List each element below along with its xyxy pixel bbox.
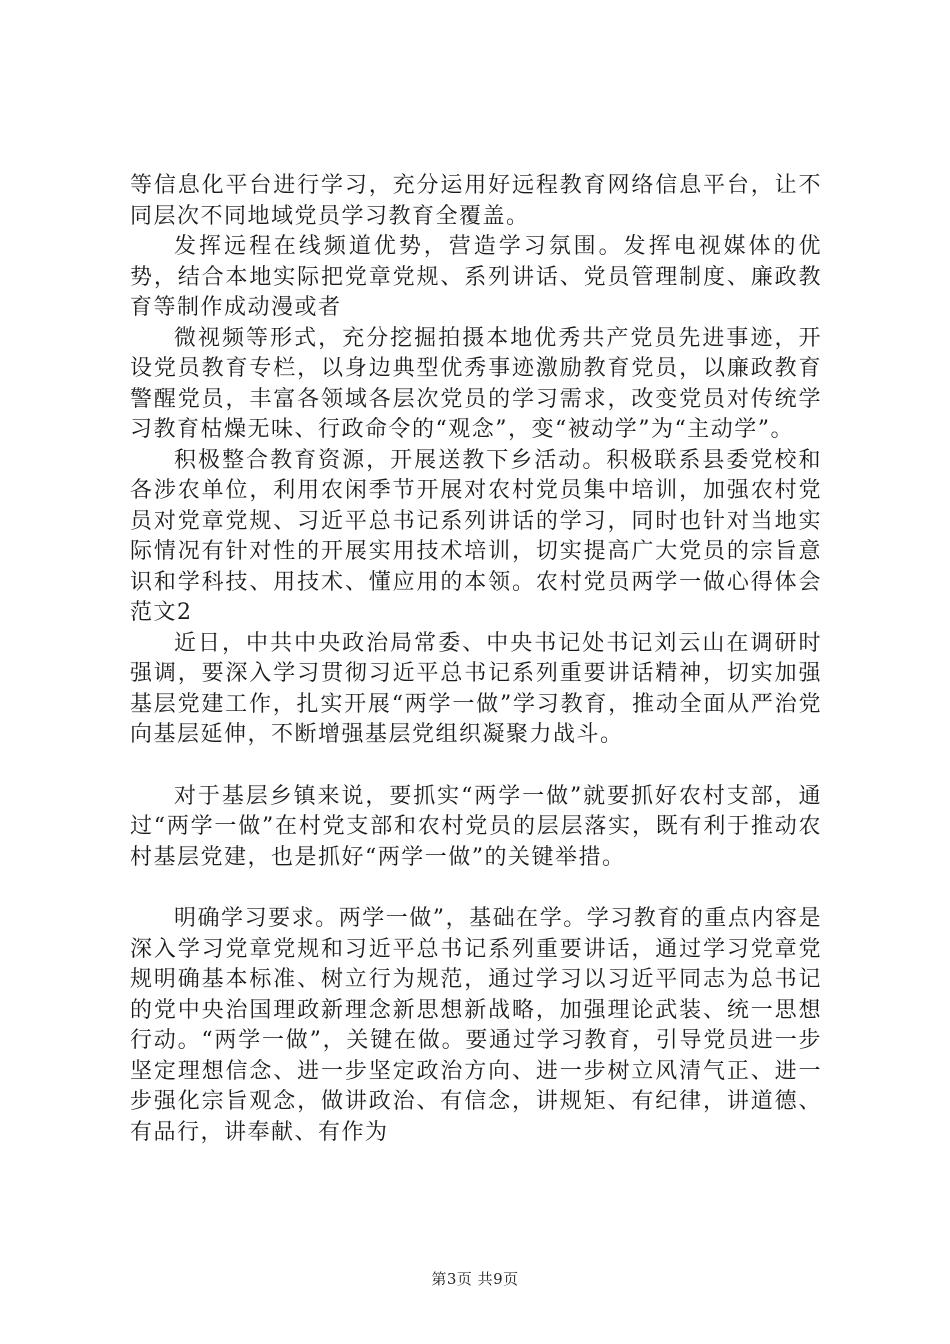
paragraph-1: 等信息化平台进行学习，充分运用好远程教育网络信息平台，让不同层次不同地域党员学习教育全覆盖。: [130, 173, 822, 229]
paragraph-7: 明确学习要求。两学一做”，基础在学。学习教育的重点内容是深入学习党章党规和习近平总书记系列重要讲话，通过学习党章党规明确基本标准、树立行为规范，通过学习以习近平同志为总书记的党中央治国理政新理念新思想新战略，加强理论武装、统一思想行动。“两学一做”，关键在做。要通过学习教育，引导党员进一步坚定理想信念、进一步坚定政治方向、进一步树立风清气正、进一步强化宗旨观念，做讲政治、有信念，讲规矩、有纪律，讲道德、有品行，讲奉献、有作为: [130, 906, 822, 1145]
document-body: [130, 171, 822, 1148]
paragraph-3: 微视频等形式，充分挖掘拍摄本地优秀共产党员先进事迹，开设党员教育专栏，以身边典型优秀事迹激励教育党员，以廉政教育警醒党员，丰富各领域各层次党员的学习需求，改变党员对传统学习教育枯燥无味、行政命令的“观念”，变“被动学”为“主动学”。: [130, 325, 822, 442]
paragraph-4: 积极整合教育资源，开展送教下乡活动。积极联系县委党校和各涉农单位，利用农闲季节开展对农村党员集中培训，加强农村党员对党章党规、习近平总书记系列讲话的学习，同时也针对当地实际情况有针对性的开展实用技术培训，切实提高广大党员的宗旨意识和学科技、用技术、懂应用的本领。农村党员两学一做心得体会范文2: [130, 447, 822, 625]
paragraph-5: 近日，中共中央政治局常委、中央书记处书记刘云山在调研时强调，要深入学习贯彻习近平总书记系列重要讲话精神，切实加强基层党建工作，扎实开展“两学一做”学习教育，推动全面从严治党向基层延伸，不断增强基层党组织凝聚力战斗。: [130, 630, 822, 747]
paragraph-2: 发挥远程在线频道优势，营造学习氛围。发挥电视媒体的优势，结合本地实际把党章党规、系列讲话、党员管理制度、廉政教育等制作成动漫或者: [130, 234, 822, 320]
page-footer: 第3页 共9页: [431, 1270, 519, 1288]
paragraph-6: 对于基层乡镇来说，要抓实“两学一做”就要抓好农村支部，通过“两学一做”在村党支部和农村党员的层层落实，既有利于推动农村基层党建，也是抓好“两学一做”的关键举措。: [130, 783, 822, 870]
